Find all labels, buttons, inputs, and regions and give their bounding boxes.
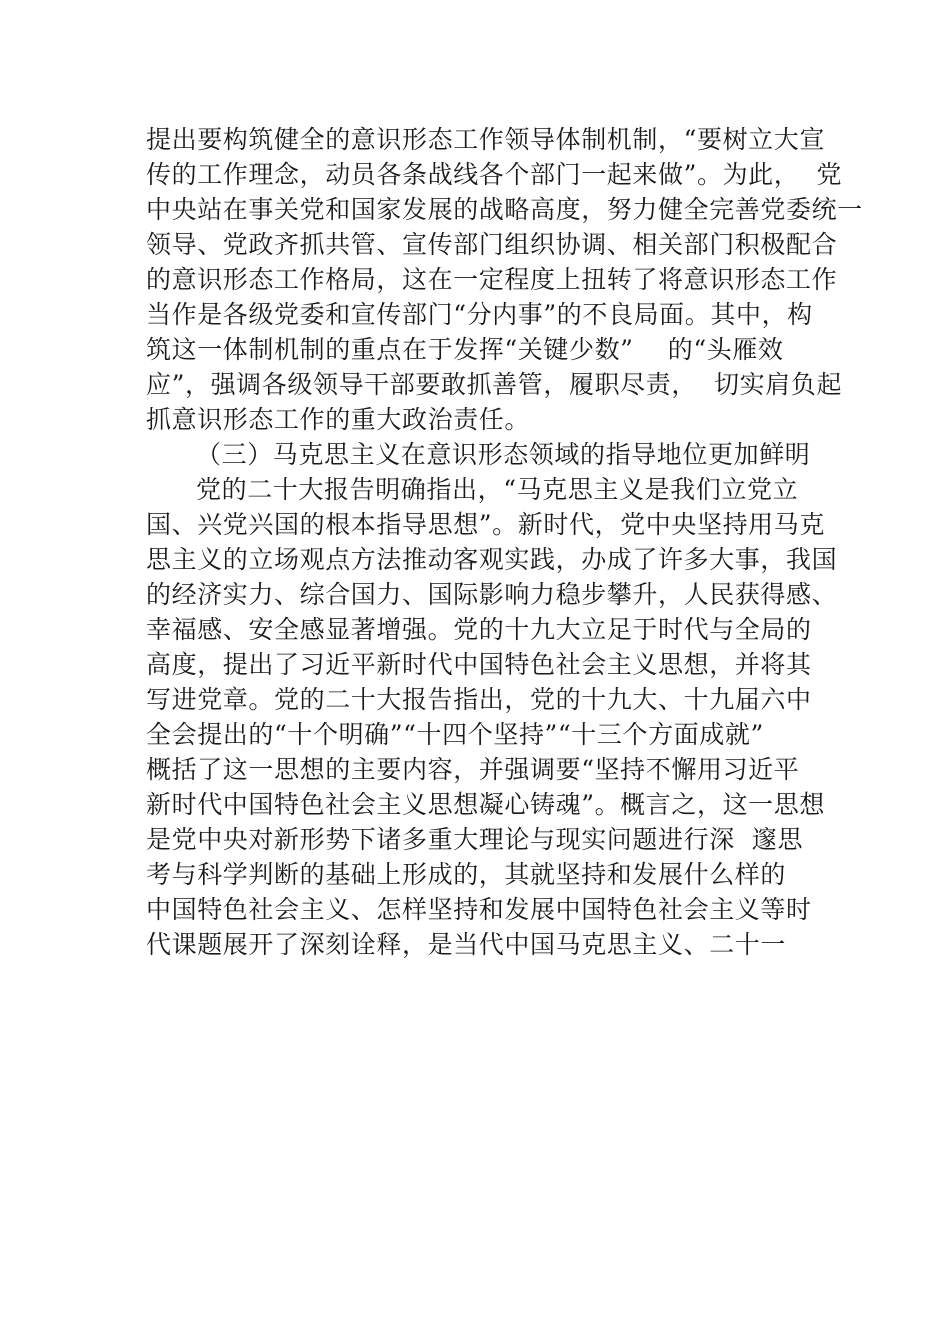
text-line: 思主义的立场观点方法推动客观实践，办成了许多大事，我国 (146, 545, 838, 574)
text-line: 是党中央对新形势下诸多重大理论与现实问题进行深 邃思 (146, 825, 804, 854)
text-line: 的意识形态工作格局，这在一定程度上扭转了将意识形态工作 (146, 265, 838, 294)
text-line: 幸福感、安全感显著增强。党的十九大立足于时代与全局的 (146, 615, 812, 644)
text-line: 考与科学判断的基础上形成的，其就坚持和发展什么样的 (146, 860, 787, 889)
text-line: 领导、党政齐抓共管、宣传部门组织协调、相关部门积极配合 (146, 230, 838, 259)
text-line: 的经济实力、综合国力、国际影响力稳步攀升，人民获得感、 (146, 580, 838, 609)
text-line: 党的二十大报告明确指出，“马克思主义是我们立党立 (196, 475, 799, 504)
text-line: 抓意识形态工作的重大政治责任。 (146, 405, 531, 434)
text-line: 应”，强调各级领导干部要敢抓善管，履职尽责， 切实肩负起 (146, 370, 843, 399)
text-line: 当作是各级党委和宣传部门“分内事”的不良局面。其中，构 (146, 300, 813, 329)
text-line: 新时代中国特色社会主义思想凝心铸魂”。概言之，这一思想 (146, 790, 825, 819)
text-line: 写进党章。党的二十大报告指出，党的十九大、十九届六中 (146, 685, 812, 714)
text-line: 中国特色社会主义、怎样坚持和发展中国特色社会主义等时 (146, 895, 812, 924)
text-line: 全会提出的“十个明确”“十四个坚持”“十三个方面成就” (146, 720, 764, 749)
text-line: 提出要构筑健全的意识形态工作领导体制机制，“要树立大宣 (146, 125, 825, 154)
text-line: 国、兴党兴国的根本指导思想”。新时代，党中央坚持用马克 (146, 510, 825, 539)
section-heading: （三）马克思主义在意识形态领域的指导地位更加鲜明 (196, 440, 811, 469)
text-line: 代课题展开了深刻诠释，是当代中国马克思主义、二十一 (146, 930, 787, 959)
text-line: 传的工作理念，动员各条战线各个部门一起来做”。为此， 党 (146, 160, 843, 189)
text-line: 中央站在事关党和国家发展的战略高度，努力健全完善党委统一 (146, 195, 863, 224)
text-line: 筑这一体制机制的重点在于发挥“关键少数” 的“头雁效 (146, 335, 784, 364)
text-line: 概括了这一思想的主要内容，并强调要“坚持不懈用习近平 (146, 755, 800, 784)
text-line: 高度，提出了习近平新时代中国特色社会主义思想，并将其 (146, 650, 812, 679)
